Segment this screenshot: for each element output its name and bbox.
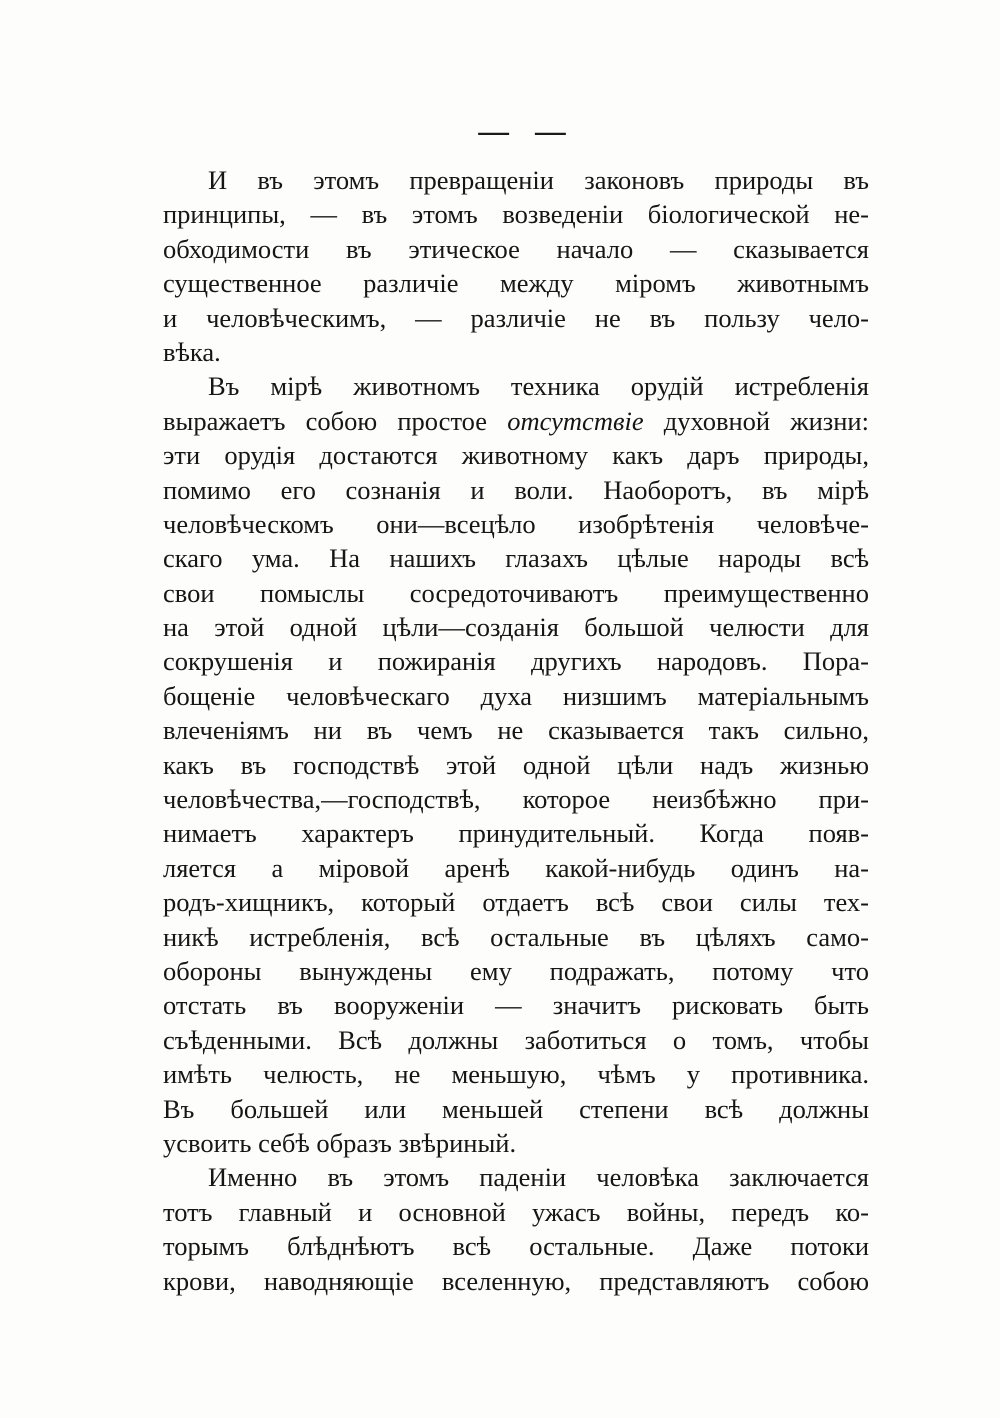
- text-line: нимаетъ характеръ принудительный. Когда появ-: [163, 818, 869, 849]
- text-line: эти орудія достаются животному какъ даръ природы,: [163, 440, 869, 471]
- text-line: тотъ главный и основной ужасъ войны, передъ ко-: [163, 1196, 869, 1227]
- emphasized-word: отсутствіе: [507, 405, 644, 436]
- text-line: обходимости въ этическое начало — сказывается: [163, 233, 869, 264]
- text-line: принципы, — въ этомъ возведеніи біологической не-: [163, 199, 869, 230]
- text-line: крови, наводняющіе вселенную, представляютъ собою: [163, 1265, 869, 1296]
- text-line: влеченіямъ ни въ чемъ не сказывается такъ сильно,: [163, 715, 869, 746]
- text-line: помимо его сознанія и воли. Наоборотъ, въ мірѣ: [163, 474, 869, 505]
- text-line: и человѣческимъ, — различіе не въ пользу чело-: [163, 302, 869, 333]
- text-line: вѣка.: [163, 336, 221, 367]
- text-line: съѣденными. Всѣ должны заботиться о томъ, чтобы: [163, 1024, 869, 1055]
- text-line: выражаетъ собою простое отсутствіе духовной жизни:: [163, 405, 869, 436]
- text-line: свои помыслы сосредоточиваютъ преимущественно: [163, 577, 869, 608]
- text-line: Въ большей или меньшей степени всѣ должны: [163, 1093, 869, 1124]
- text-line: ляется а міровой аренѣ какой-нибудь одинъ на-: [163, 852, 869, 883]
- text-line: сокрушенія и пожиранія другихъ народовъ. Пора-: [163, 646, 869, 677]
- text-line: усвоить себѣ образъ звѣриный.: [163, 1127, 517, 1158]
- text-line: торымъ блѣднѣютъ всѣ остальные. Даже потоки: [163, 1231, 869, 1262]
- text-line: И въ этомъ превращеніи законовъ природы въ: [208, 165, 869, 195]
- text-line: на этой одной цѣли—созданія большой челюсти для: [163, 612, 869, 643]
- text-line: человѣчества,—господствѣ, которое неизбѣжно при-: [163, 784, 869, 815]
- page-header-dashes: — —: [476, 112, 574, 152]
- text-line: человѣческомъ они—всецѣло изобрѣтенія человѣче-: [163, 508, 869, 539]
- text-line: Въ мірѣ животномъ техника орудій истребленія: [208, 371, 869, 402]
- body-text: [163, 163, 869, 1298]
- text-line: никѣ истребленія, всѣ остальные въ цѣляхъ само-: [163, 921, 869, 952]
- text-line: отстать въ вооруженіи — значитъ рисковать быть: [163, 990, 869, 1021]
- text-line: обороны вынуждены ему подражать, потому что: [163, 955, 869, 986]
- text-line: скаго ума. На нашихъ глазахъ цѣлые народы всѣ: [163, 543, 869, 574]
- text-line: родъ-хищникъ, который отдаетъ всѣ свои силы тех-: [163, 887, 869, 918]
- text-line: бощеніе человѣческаго духа низшимъ матеріальнымъ: [163, 680, 869, 711]
- text-line: имѣть челюсть, не меньшую, чѣмъ у противника.: [163, 1059, 869, 1090]
- text-line: какъ въ господствѣ этой одной цѣли надъ жизнью: [163, 749, 869, 780]
- text-line: Именно въ этомъ паденіи человѣка заключается: [208, 1162, 869, 1193]
- text-line: существенное различіе между міромъ животнымъ: [163, 268, 869, 299]
